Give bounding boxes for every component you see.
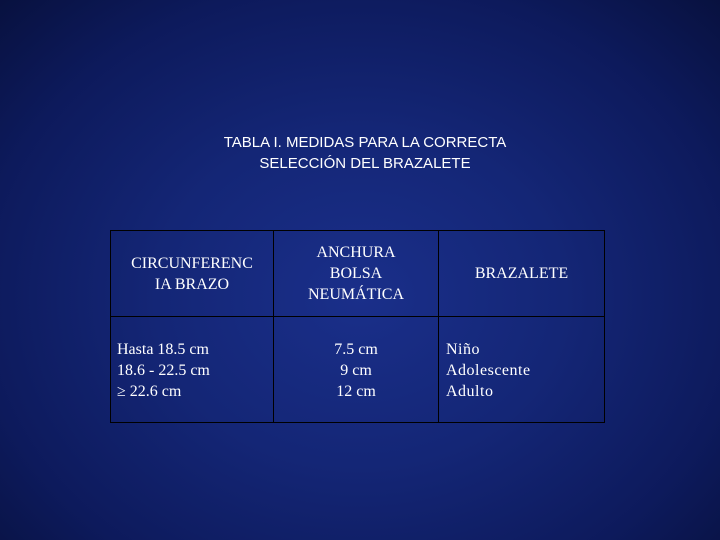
table-cell-line: Niño [446,341,480,358]
header-text-line: BRAZALETE [474,265,569,282]
header-text-line: NEUMÁTICA [308,286,404,303]
title-line-1: TABLA I. MEDIDAS PARA LA CORRECTA [223,134,507,151]
table-cell-line: ≥ 22.6 cm [117,383,182,400]
cell-bladder-width-values [274,317,439,423]
table-cell-line: 7.5 cm [334,341,378,358]
title-line-2: SELECCIÓN DEL BRAZALETE [259,155,471,172]
table-cell-line: Adolescente [446,362,531,379]
header-arm-circumference [111,231,274,317]
table-cell-line: 12 cm [336,383,376,400]
table-cell-line: Adulto [446,383,494,400]
header-text-line: BOLSA [329,265,383,282]
table-cell-line: 18.6 - 22.5 cm [117,362,210,379]
table-cell-line: Hasta 18.5 cm [117,341,209,358]
cell-cuff-values [439,317,605,423]
slide-title [0,132,720,174]
table-cell-line: 9 cm [340,362,372,379]
header-cuff [439,231,605,317]
cell-arm-circumference-values [111,317,274,423]
header-text-line: IA BRAZO [154,275,230,293]
cuff-size-table [110,230,605,423]
header-text-line: CIRCUNFERENC [131,254,253,272]
table-header-row [111,231,605,317]
header-bladder-width [274,231,439,317]
table-row [111,317,605,423]
header-text-line: ANCHURA [316,244,396,261]
